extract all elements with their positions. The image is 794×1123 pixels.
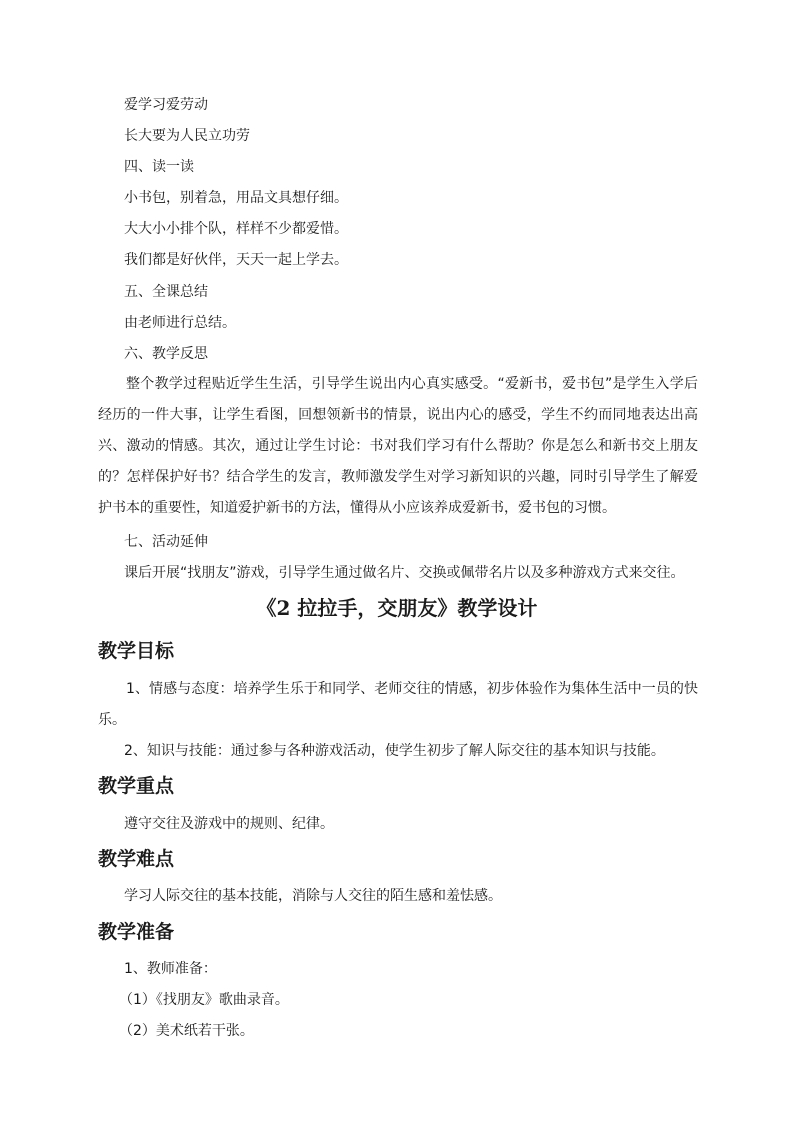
poem-line-1: 爱学习爱劳动 xyxy=(124,97,208,113)
preparation-sub-1: （1）《找朋友》歌曲录音。 xyxy=(119,992,289,1008)
preparation-sub-2: （2）美术纸若干张。 xyxy=(119,1023,254,1039)
poem-line-2: 长大要为人民立功劳 xyxy=(124,128,250,144)
goals-item-1: 1、情感与态度：培养学生乐于和同学、老师交往的情感，初步体验作为集体生活中一员的快乐。 xyxy=(98,681,698,728)
section-6-title: 六、教学反思 xyxy=(124,346,208,362)
reading-line-1: 小书包，别着急，用品文具想仔细。 xyxy=(124,190,348,206)
key-points-heading: 教学重点 xyxy=(98,775,175,797)
goals-heading: 教学目标 xyxy=(98,640,175,662)
section-4-title: 四、读一读 xyxy=(124,159,194,175)
preparation-item-1: 1、教师准备： xyxy=(124,961,217,977)
difficulties-text: 学习人际交往的基本技能，消除与人交往的陌生感和羞怯感。 xyxy=(124,888,502,904)
reflection-paragraph: 整个教学过程贴近学生生活，引导学生说出内心真实感受。“爱新书，爱书包”是学生入学后经历的一件大事，让学生看图，回想领新书的情景，说出内心的感受，学生不约而同地表达出高兴、激动的情感。其次，通过让学生讨论：书对我们学习有什么帮助？你是怎么和新书交上朋友的？怎样保护好书？结合学生的发言，教师激发学生对学习新知识的兴趣，同时引导学生了解爱护书本的重要性，知道爱护新书的方法，懂得从小应该养成爱新书，爱书包的习惯。 xyxy=(98,376,698,516)
reading-line-3: 我们都是好伙伴，天天一起上学去。 xyxy=(124,252,348,268)
section-7-title: 七、活动延伸 xyxy=(124,534,208,550)
goals-item-2: 2、知识与技能：通过参与各种游戏活动，使学生初步了解人际交往的基本知识与技能。 xyxy=(124,743,665,759)
preparation-heading: 教学准备 xyxy=(98,921,175,943)
difficulties-heading: 教学难点 xyxy=(98,848,175,870)
section-7-text: 课后开展“找朋友”游戏，引导学生通过做名片、交换或佩带名片以及多种游戏方式来交往。 xyxy=(124,565,685,581)
section-5-text: 由老师进行总结。 xyxy=(124,315,236,331)
section-5-title: 五、全课总结 xyxy=(124,284,208,300)
key-points-text: 遵守交往及游戏中的规则、纪律。 xyxy=(124,816,334,832)
reading-line-2: 大大小小排个队，样样不少都爱惜。 xyxy=(124,221,348,237)
document-title: 《2 拉拉手，交朋友》教学设计 xyxy=(256,596,538,620)
